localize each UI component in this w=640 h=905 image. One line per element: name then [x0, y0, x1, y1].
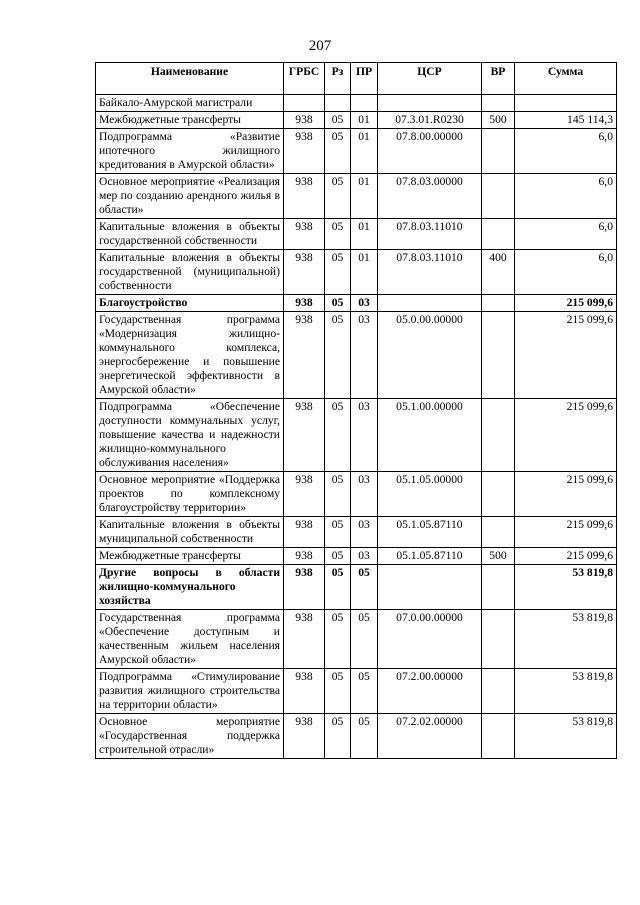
table-row [96, 174, 617, 219]
header-name: Наименование [96, 63, 284, 95]
cell-vr [482, 669, 515, 714]
table-row [96, 219, 617, 250]
cell-name: Основное мероприятие «Государственная поддержка строительной отрасли» [96, 714, 284, 759]
cell-rz: 05 [325, 472, 351, 517]
cell-sum: 215 099,6 [515, 312, 617, 399]
cell-name: Байкало-Амурской магистрали [96, 95, 284, 112]
cell-pr: 01 [351, 250, 378, 295]
cell-pr [351, 95, 378, 112]
header-pr: ПР [351, 63, 378, 95]
cell-rz: 05 [325, 250, 351, 295]
cell-rz: 05 [325, 312, 351, 399]
cell-grbs: 938 [284, 112, 325, 129]
table-row [96, 312, 617, 399]
cell-pr: 03 [351, 548, 378, 565]
cell-pr: 05 [351, 610, 378, 669]
header-vr: ВР [482, 63, 515, 95]
cell-name: Государственная программа «Модернизация жилищно-коммунального комплекса, энергосбережение и повышение энергетической эффективности в Амурской области» [96, 312, 284, 399]
cell-name: Капитальные вложения в объекты государственной собственности [96, 219, 284, 250]
cell-csr [378, 565, 482, 610]
cell-rz: 05 [325, 129, 351, 174]
cell-pr: 03 [351, 295, 378, 312]
cell-pr: 03 [351, 517, 378, 548]
table-row [96, 517, 617, 548]
cell-vr [482, 472, 515, 517]
cell-rz: 05 [325, 548, 351, 565]
cell-name: Межбюджетные трансферты [96, 548, 284, 565]
cell-name: Подпрограмма «Обеспечение доступности коммунальных услуг, повышение качества и надежности жилищно-коммунального обслуживания населения» [96, 399, 284, 472]
cell-sum: 215 099,6 [515, 517, 617, 548]
header-sum: Сумма [515, 63, 617, 95]
cell-csr: 07.8.03.00000 [378, 174, 482, 219]
cell-csr: 07.3.01.R0230 [378, 112, 482, 129]
header-rz: Рз [325, 63, 351, 95]
cell-vr [482, 219, 515, 250]
cell-csr: 07.8.03.11010 [378, 219, 482, 250]
cell-name: Подпрограмма «Стимулирование развития жилищного строительства на территории области» [96, 669, 284, 714]
cell-sum: 215 099,6 [515, 295, 617, 312]
cell-grbs: 938 [284, 517, 325, 548]
table-row [96, 610, 617, 669]
cell-pr: 05 [351, 714, 378, 759]
table-row [96, 95, 617, 112]
cell-sum: 6,0 [515, 250, 617, 295]
table-row [96, 295, 617, 312]
cell-grbs [284, 95, 325, 112]
cell-grbs: 938 [284, 548, 325, 565]
table-row [96, 548, 617, 565]
cell-rz: 05 [325, 517, 351, 548]
cell-sum: 53 819,8 [515, 610, 617, 669]
cell-csr [378, 95, 482, 112]
cell-pr: 01 [351, 174, 378, 219]
cell-grbs: 938 [284, 295, 325, 312]
cell-name: Благоустройство [96, 295, 284, 312]
cell-sum: 6,0 [515, 219, 617, 250]
cell-vr [482, 174, 515, 219]
cell-vr [482, 399, 515, 472]
cell-csr [378, 295, 482, 312]
cell-pr: 01 [351, 129, 378, 174]
cell-name: Государственная программа «Обеспечение доступным и качественным жильем населения Амурской области» [96, 610, 284, 669]
cell-sum: 53 819,8 [515, 669, 617, 714]
cell-name: Другие вопросы в области жилищно-коммунального хозяйства [96, 565, 284, 610]
cell-sum [515, 95, 617, 112]
cell-sum: 53 819,8 [515, 565, 617, 610]
cell-rz: 05 [325, 219, 351, 250]
table-row [96, 669, 617, 714]
cell-vr: 500 [482, 112, 515, 129]
cell-sum: 145 114,3 [515, 112, 617, 129]
table-row [96, 399, 617, 472]
header-grbs: ГРБС [284, 63, 325, 95]
cell-sum: 6,0 [515, 129, 617, 174]
page-number: 207 [308, 38, 332, 54]
cell-name: Основное мероприятие «Реализация мер по созданию арендного жилья в области» [96, 174, 284, 219]
cell-csr: 07.8.03.11010 [378, 250, 482, 295]
cell-vr [482, 565, 515, 610]
cell-name: Подпрограмма «Развитие ипотечного жилищного кредитования в Амурской области» [96, 129, 284, 174]
cell-grbs: 938 [284, 129, 325, 174]
cell-rz: 05 [325, 669, 351, 714]
cell-sum: 6,0 [515, 174, 617, 219]
cell-pr: 03 [351, 399, 378, 472]
cell-rz [325, 95, 351, 112]
cell-grbs: 938 [284, 399, 325, 472]
table-body [96, 95, 617, 759]
cell-grbs: 938 [284, 565, 325, 610]
table-row [96, 250, 617, 295]
table-row [96, 129, 617, 174]
cell-grbs: 938 [284, 669, 325, 714]
cell-pr: 03 [351, 312, 378, 399]
cell-vr [482, 517, 515, 548]
cell-csr: 05.1.05.00000 [378, 472, 482, 517]
cell-vr [482, 610, 515, 669]
cell-name: Основное мероприятие «Поддержка проектов по комплексному благоустройству территории» [96, 472, 284, 517]
table-row [96, 565, 617, 610]
cell-rz: 05 [325, 112, 351, 129]
cell-pr: 01 [351, 112, 378, 129]
cell-vr: 500 [482, 548, 515, 565]
cell-grbs: 938 [284, 174, 325, 219]
cell-csr: 05.0.00.00000 [378, 312, 482, 399]
cell-csr: 05.1.00.00000 [378, 399, 482, 472]
cell-grbs: 938 [284, 610, 325, 669]
table-header-row [96, 63, 617, 95]
table-row [96, 112, 617, 129]
cell-name: Капитальные вложения в объекты государственной (муниципальной) собственности [96, 250, 284, 295]
cell-pr: 01 [351, 219, 378, 250]
cell-sum: 215 099,6 [515, 472, 617, 517]
cell-grbs: 938 [284, 714, 325, 759]
cell-csr: 05.1.05.87110 [378, 517, 482, 548]
cell-pr: 05 [351, 565, 378, 610]
cell-sum: 215 099,6 [515, 548, 617, 565]
cell-grbs: 938 [284, 250, 325, 295]
cell-csr: 07.8.00.00000 [378, 129, 482, 174]
cell-sum: 53 819,8 [515, 714, 617, 759]
cell-rz: 05 [325, 399, 351, 472]
cell-rz: 05 [325, 714, 351, 759]
cell-rz: 05 [325, 295, 351, 312]
cell-vr: 400 [482, 250, 515, 295]
cell-vr [482, 129, 515, 174]
cell-grbs: 938 [284, 219, 325, 250]
cell-rz: 05 [325, 174, 351, 219]
cell-csr: 05.1.05.87110 [378, 548, 482, 565]
cell-vr [482, 714, 515, 759]
budget-table [95, 62, 617, 759]
table-row [96, 714, 617, 759]
cell-sum: 215 099,6 [515, 399, 617, 472]
cell-pr: 05 [351, 669, 378, 714]
cell-rz: 05 [325, 565, 351, 610]
cell-pr: 03 [351, 472, 378, 517]
cell-vr [482, 95, 515, 112]
cell-grbs: 938 [284, 472, 325, 517]
cell-csr: 07.0.00.00000 [378, 610, 482, 669]
table-row [96, 472, 617, 517]
cell-vr [482, 312, 515, 399]
cell-name: Капитальные вложения в объекты муниципальной собственности [96, 517, 284, 548]
cell-name: Межбюджетные трансферты [96, 112, 284, 129]
cell-grbs: 938 [284, 312, 325, 399]
cell-vr [482, 295, 515, 312]
cell-csr: 07.2.00.00000 [378, 669, 482, 714]
cell-rz: 05 [325, 610, 351, 669]
header-csr: ЦСР [378, 63, 482, 95]
cell-csr: 07.2.02.00000 [378, 714, 482, 759]
